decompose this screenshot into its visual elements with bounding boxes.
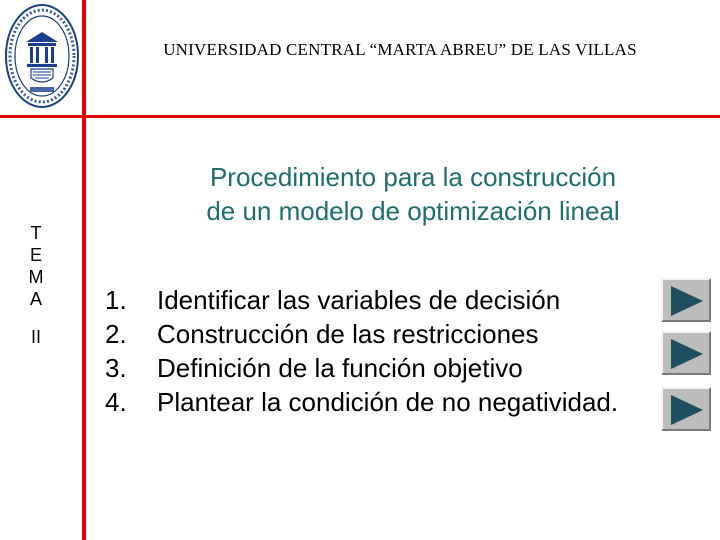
list-item bbox=[105, 351, 665, 385]
procedure-steps-list bbox=[105, 283, 665, 419]
list-item bbox=[105, 385, 665, 419]
topic-letter: E bbox=[29, 245, 42, 265]
play-triangle-icon bbox=[669, 284, 705, 318]
slide-title-line: Procedimiento para la construcción bbox=[209, 162, 617, 192]
play-triangle-icon bbox=[669, 393, 705, 427]
step-text: Plantear la condición de no negatividad. bbox=[157, 387, 619, 417]
topic-letter: M bbox=[28, 267, 44, 287]
list-item bbox=[105, 283, 665, 317]
step-1-link-button[interactable] bbox=[661, 278, 711, 322]
step-3-link-button[interactable] bbox=[661, 387, 711, 431]
university-seal-logo bbox=[4, 2, 80, 110]
vertical-red-rule bbox=[82, 0, 86, 540]
step-number: 3. bbox=[105, 353, 127, 383]
step-text: Identificar las variables de decisión bbox=[157, 285, 561, 315]
university-name: UNIVERSIDAD CENTRAL “MARTA ABREU” DE LAS VILLAS bbox=[163, 40, 637, 59]
play-triangle-icon bbox=[669, 337, 705, 371]
slide-title bbox=[118, 160, 708, 228]
step-text: Construcción de las restricciones bbox=[157, 319, 539, 349]
step-number: 2. bbox=[105, 319, 127, 349]
step-number: 4. bbox=[105, 387, 127, 417]
list-item bbox=[105, 317, 665, 351]
step-text: Definición de la función objetivo bbox=[157, 353, 523, 383]
topic-letter: A bbox=[29, 289, 42, 309]
topic-number: II bbox=[30, 327, 41, 347]
topic-label bbox=[0, 222, 72, 348]
step-2-link-button[interactable] bbox=[661, 331, 711, 375]
topic-letter: T bbox=[30, 223, 42, 243]
horizontal-red-rule bbox=[0, 115, 720, 118]
step-number: 1. bbox=[105, 285, 127, 315]
slide-title-line: de un modelo de optimización lineal bbox=[206, 196, 620, 226]
